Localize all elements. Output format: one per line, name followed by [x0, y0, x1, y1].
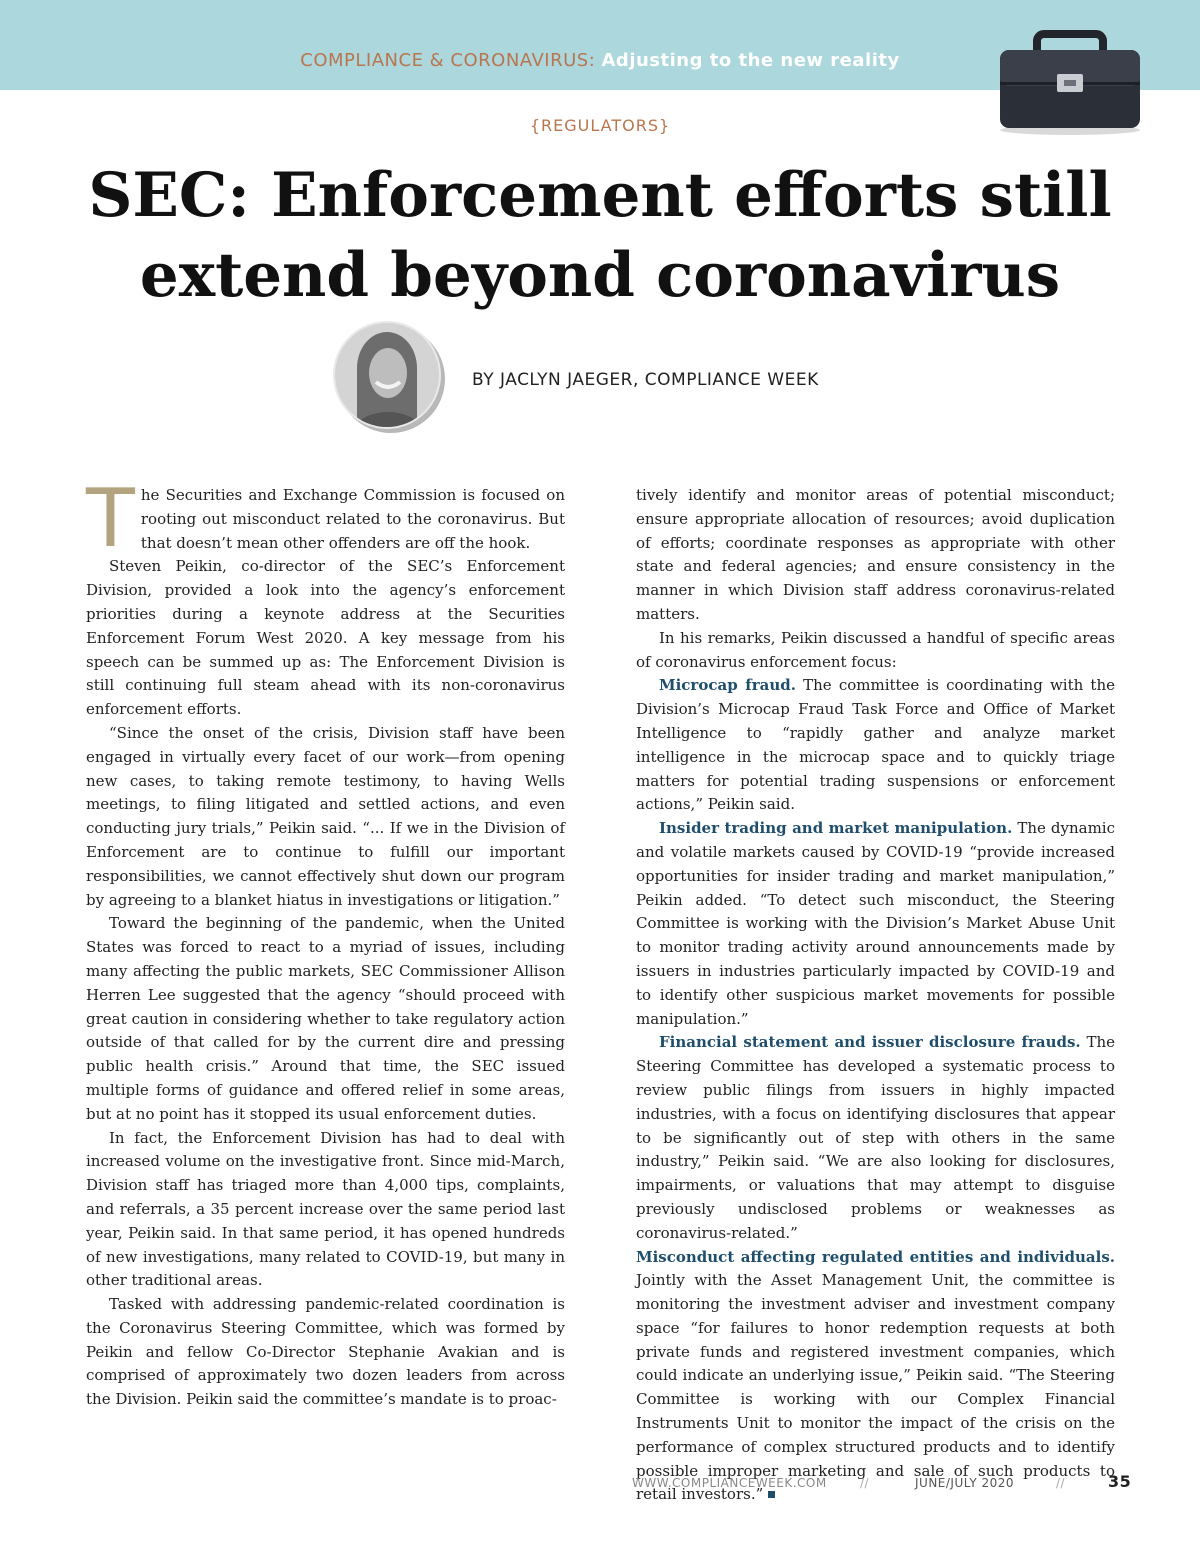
footer-date: JUNE/JULY 2020: [915, 1476, 1015, 1490]
banner-subtitle: Adjusting to the new reality: [601, 50, 900, 71]
article-paragraph: In fact, the Enforcement Division has had to deal with increased volume on the investigative front. Since mid-March, Division staff has triaged more than 4,000 tips, complaints, and referrals, a 35 percent increase over the same period last year, Peikin said. In that same period, it has opened hundreds of new investigations, many related to COVID-19, but many in other traditional areas.: [86, 1128, 565, 1290]
article-column-left: [86, 472, 565, 1412]
article-headline: SEC: Enforcement efforts still extend beyond coronavirus: [88, 160, 1112, 311]
banner-kicker: COMPLIANCE & CORONAVIRUS:: [300, 50, 596, 71]
article-paragraph: The Securities and Exchange Commission is focused on rooting out misconduct related to the coronavirus. But that doesn’t mean other offenders are off the hook.: [86, 472, 565, 565]
footer-url: WWW.COMPLIANCEWEEK.COM: [632, 1476, 827, 1490]
focus-area-heading: Misconduct affecting regulated entities and individuals.: [636, 1247, 1115, 1266]
end-of-article-icon: [768, 1491, 775, 1498]
author-photo: [330, 318, 448, 436]
article-paragraph: Tasked with addressing pandemic-related coordination is the Coronavirus Steering Committee, which was formed by Peikin and fellow Co-Director Stephanie Avakian and is comprised of approximately two dozen leaders from across the Division. Peikin said the committee’s mandate is to proac-: [86, 1295, 565, 1409]
focus-area-heading: Financial statement and issuer disclosure frauds.: [659, 1033, 1081, 1052]
footer-separator: //: [860, 1476, 870, 1490]
focus-area: Microcap fraud. The committee is coordinating with the Division’s Microcap Fraud Task Force and Office of Market Intelligence to “rapidly gather and analyze market intelligence in the microcap space and to quickly triage matters for potential trading suspensions or enforcement actions,” Peikin said.: [636, 676, 1115, 814]
focus-area-heading: Microcap fraud.: [659, 676, 796, 695]
drop-cap: T: [86, 472, 135, 565]
focus-area: Insider trading and market manipulation. The dynamic and volatile markets caused by COVID-19 “provide increased opportunities for insider trading and market manipulation,” Peikin added. “To detect such misconduct, the Steering Committee is working with the Division’s Market Abuse Unit to monitor trading activity around announcements made by issuers in industries particularly impacted by COVID-19 and to identify other suspicious market movements for possible manipulation.”: [636, 819, 1115, 1028]
article-paragraph: Steven Peikin, co-director of the SEC’s Enforcement Division, provided a look into the agency’s enforcement priorities during a keynote address at the Securities Enforcement Forum West 2020. A key message from his speech can be summed up as: The Enforcement Division is still continuing full steam ahead with its non-coronavirus enforcement efforts.: [86, 557, 565, 719]
article-paragraph: “Since the onset of the crisis, Division staff have been engaged in virtually every facet of our work—from opening new cases, to taking remote testimony, to having Wells meetings, to filing litigated and settled actions, and even conducting jury trials,” Peikin said. “... If we in the Division of Enforcement are to continue to fulfill our important responsibilities, we cannot effectively shut down our program by agreeing to a blanket hiatus in investigations or litigation.”: [86, 723, 565, 909]
section-tag: {REGULATORS}: [529, 116, 671, 135]
focus-area: Financial statement and issuer disclosure frauds. The Steering Committee has developed a systematic process to review public filings from issuers in highly impacted industries, with a focus on identifying disclosures that appear to be significantly out of step with others in the same industry,” Peikin said. “We are also looking for disclosures, impairments, or valuations that may attempt to disguise previously undisclosed problems or weaknesses as coronavirus-related.”: [636, 1033, 1115, 1242]
footer-separator: //: [1056, 1476, 1066, 1490]
article-paragraph: In his remarks, Peikin discussed a handful of specific areas of coronavirus enforcement focus:: [636, 628, 1115, 671]
focus-area-heading: Insider trading and market manipulation.: [659, 819, 1013, 838]
article-column-right: [636, 484, 1115, 1507]
focus-area: Misconduct affecting regulated entities and individuals. Jointly with the Asset Management Unit, the committee is monitoring the investment adviser and investment company space “for failures to honor redemption requests at both private funds and registered investment companies, which could indicate an underlying issue,” Peikin said. “The Steering Committee is working with our Complex Financial Instruments Unit to monitor the impact of the crisis on the performance of complex structured products and to identify possible improper marketing and sale of such products to retail investors.”: [636, 1247, 1115, 1504]
article-paragraph: tively identify and monitor areas of potential misconduct; ensure appropriate allocation of resources; avoid duplication of efforts; coordinate responses as appropriate with other state and federal agencies; and ensure consistency in the manner in which Division staff address coronavirus-related matters.: [636, 486, 1115, 623]
byline: BY JACLYN JAEGER, COMPLIANCE WEEK: [472, 370, 819, 390]
page-number: 35: [1108, 1472, 1132, 1491]
article-paragraph: Toward the beginning of the pandemic, when the United States was forced to react to a myriad of issues, including many affecting the public markets, SEC Commissioner Allison Herren Lee suggested that the agency “should proceed with great caution in considering whether to take regulatory action outside of that called for by the current dire and pressing public health crisis.” Around that time, the SEC issued multiple forms of guidance and offered relief in some areas, but at no point has it stopped its usual enforcement duties.: [86, 914, 565, 1123]
